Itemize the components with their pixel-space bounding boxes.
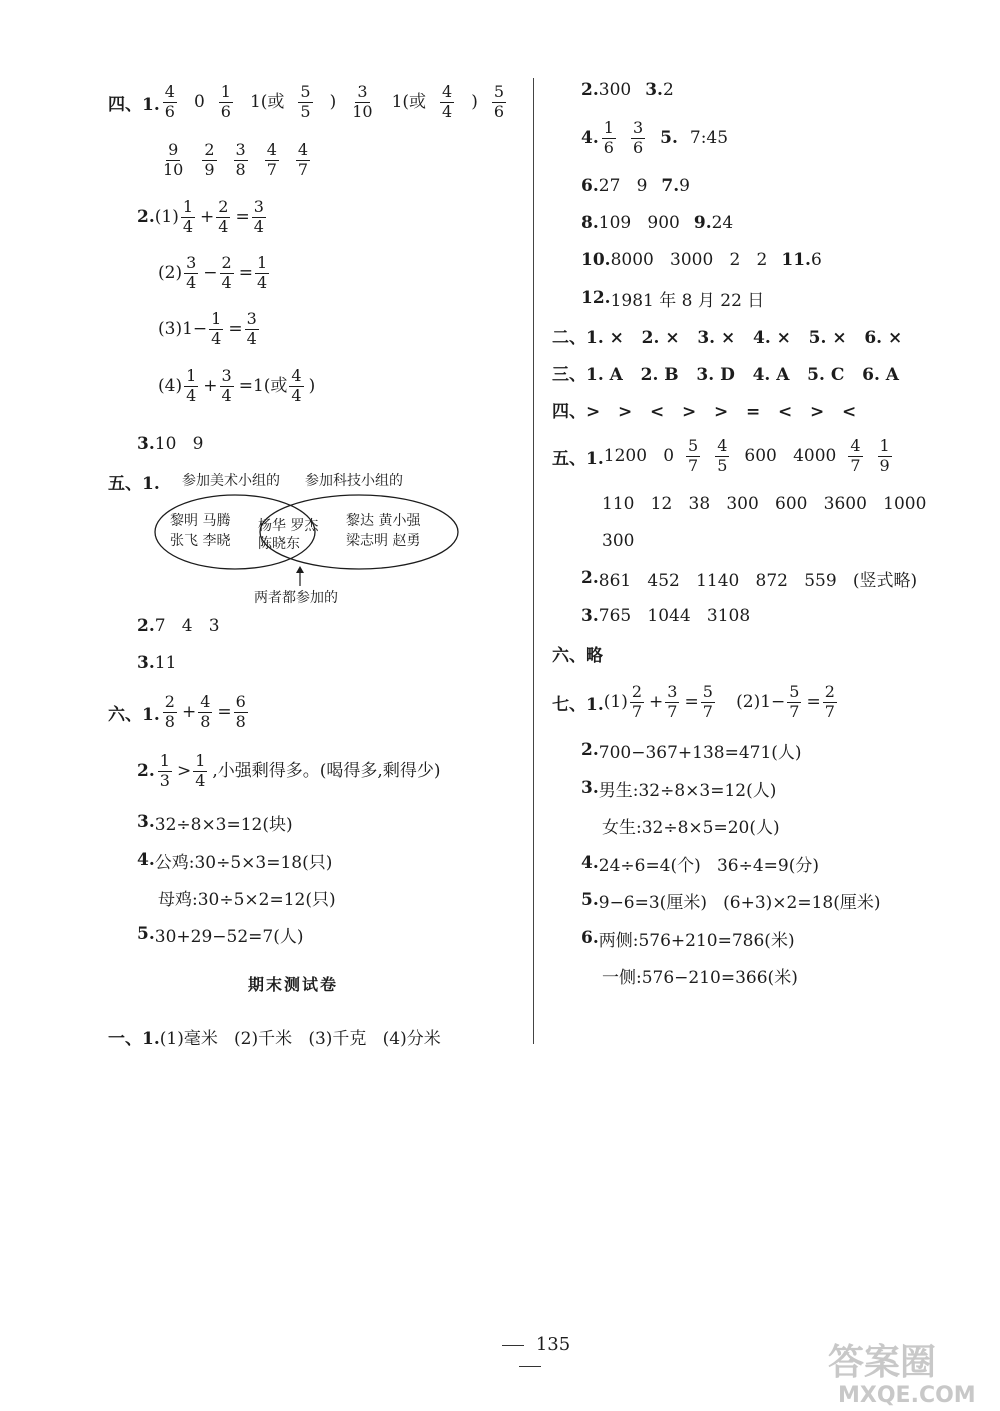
fraction: [163, 691, 177, 731]
numerator: 3: [221, 365, 232, 385]
answer-line: [158, 366, 315, 406]
numerator: 3: [632, 117, 644, 137]
numerator: 2: [221, 252, 232, 272]
expression-text: (1): [154, 206, 179, 227]
expression-text: (1): [603, 691, 628, 712]
item-number: 2.: [137, 207, 155, 227]
answer-line: [137, 914, 303, 954]
item-number: 七、1.: [552, 694, 604, 715]
item-number: 10.: [581, 250, 611, 270]
fraction: [631, 117, 645, 157]
numerator: 5: [702, 681, 713, 701]
venn-left-names: 张飞 李晓: [170, 533, 231, 549]
item-number: 2.: [137, 761, 155, 781]
answer-line: [552, 389, 856, 429]
item-number: 2.: [581, 80, 599, 100]
fraction-expression: [158, 308, 262, 348]
numerator: 5: [300, 81, 311, 101]
answer-text: 765 1044 3108: [598, 606, 751, 626]
answer-text: 1981 年 8 月 22 日: [610, 290, 765, 311]
fraction: [193, 750, 207, 790]
fraction: [158, 750, 172, 790]
denominator: 7: [824, 701, 835, 721]
expression-text: +: [200, 206, 215, 227]
numerator: 1: [220, 81, 231, 101]
fraction: [234, 691, 248, 731]
item-number: 4.: [581, 128, 599, 148]
answer-line: [137, 802, 293, 842]
expression-text: =: [238, 262, 253, 283]
numerator: 4: [850, 435, 861, 455]
expression-text: =: [684, 691, 699, 712]
fraction: [298, 81, 312, 121]
item-number: 5.: [581, 890, 599, 910]
answer-line: [137, 643, 176, 683]
numerator: 5: [493, 81, 505, 101]
answer-line: [158, 253, 272, 293]
venn-label-right: 参加科技小组的: [305, 473, 403, 489]
denominator: 4: [256, 272, 268, 292]
item-number: 11.: [781, 250, 811, 270]
numerator: 1: [879, 435, 890, 455]
answer-text: 32÷8×3=12(块): [154, 814, 293, 835]
item-number: 12.: [581, 288, 611, 308]
item-number: 3.: [645, 80, 663, 100]
answer-line: [581, 166, 690, 206]
numerator: 3: [357, 81, 368, 101]
expression-text: =1(或: [238, 375, 288, 396]
fraction: [198, 691, 212, 731]
item-number: 四、1.: [108, 94, 160, 115]
expression-text: (2)1−: [719, 691, 786, 712]
answer-line: [581, 558, 917, 598]
numerator: 4: [442, 81, 453, 101]
answer-text: 109 900: [598, 213, 680, 233]
answer-text: 9−6=3(厘米) (6+3)×2=18(厘米): [598, 892, 881, 913]
fraction: [823, 681, 837, 721]
answer-line: [581, 118, 728, 158]
answer-text: 6: [810, 250, 822, 270]
fraction: [665, 681, 679, 721]
expression-text: ,小强剩得多。(喝得多,剩得少): [212, 760, 441, 781]
fraction-expression: [603, 435, 895, 475]
item-number: 3.: [581, 606, 599, 626]
numerator: 5: [789, 681, 800, 701]
venn-label-left: 参加美术小组的: [182, 473, 280, 489]
numerator: 3: [667, 681, 678, 701]
answer-text: (1)毫米 (2)千米 (3)千克 (4)分米: [159, 1028, 441, 1049]
fraction: [265, 139, 279, 179]
item-number: 6.: [581, 176, 599, 196]
numerator: 1: [182, 196, 194, 216]
item-number: 6.: [581, 928, 599, 948]
denominator: 7: [266, 159, 277, 179]
answer-line: [158, 309, 262, 349]
denominator: 6: [164, 101, 175, 121]
answer-text: 10 9: [154, 434, 204, 454]
denominator: 4: [246, 328, 257, 348]
item-number: 2.: [581, 568, 599, 588]
numerator: 2: [631, 681, 643, 701]
item-number: 2.: [137, 616, 155, 636]
denominator: 4: [221, 272, 232, 292]
answer-line: [581, 596, 750, 636]
fraction: [255, 252, 269, 292]
fraction: [289, 365, 303, 405]
fraction: [686, 435, 700, 475]
answer-text: 男生:32÷8×3=12(人): [598, 780, 777, 801]
expression-text: ): [471, 91, 478, 112]
denominator: 9: [204, 159, 215, 179]
denominator: 5: [717, 455, 728, 475]
item-number: 2.: [581, 740, 599, 760]
expression-text: −: [203, 262, 218, 283]
item-number: 9.: [693, 213, 712, 233]
expression-text: 7:45: [689, 127, 729, 148]
fraction: [630, 681, 644, 721]
numerator: 9: [168, 139, 179, 159]
answer-line: [137, 751, 440, 791]
fraction: [163, 81, 177, 121]
numerator: 5: [688, 435, 699, 455]
denominator: 6: [220, 101, 231, 121]
expression-text: +: [181, 701, 197, 722]
answer-text: 30+29−52=7(人): [154, 926, 304, 947]
answer-text: 110 12 38 300 600 3600 1000: [602, 494, 927, 514]
denominator: 7: [850, 455, 861, 475]
answer-text: 7 4 3: [154, 616, 220, 636]
expression-text: 1(或: [391, 91, 427, 112]
item-number: 4.: [581, 853, 599, 873]
denominator: 7: [667, 701, 678, 721]
answer-text: 300: [598, 80, 632, 100]
fraction: [787, 681, 801, 721]
watermark-logo: [818, 1330, 996, 1408]
venn-middle-names: 杨华 罗杰: [258, 518, 319, 534]
expression-text: +: [203, 375, 218, 396]
item-number: 六、1.: [108, 704, 160, 725]
fraction: [245, 308, 259, 348]
denominator: 5: [300, 101, 311, 121]
arrow-icon: [296, 566, 304, 573]
numerator: 4: [200, 691, 211, 711]
denominator: 4: [253, 216, 264, 236]
denominator: 4: [442, 101, 453, 121]
item-number: 五、1.: [108, 473, 160, 494]
denominator: 10: [352, 101, 373, 121]
answer-line: [137, 606, 220, 646]
answer-text: 9: [679, 176, 690, 196]
numerator: 1: [603, 117, 614, 137]
item-number: 3.: [137, 812, 155, 832]
answer-text: 2: [662, 80, 674, 100]
answer-line: [158, 140, 313, 180]
numerator: 1: [195, 750, 206, 770]
numerator: 4: [291, 365, 302, 385]
numerator: 1: [256, 252, 268, 272]
fraction: [715, 435, 729, 475]
denominator: 6: [603, 137, 614, 157]
fraction: [234, 139, 248, 179]
section-title: 期末测试卷: [248, 975, 339, 994]
fraction: [350, 81, 374, 121]
venn-middle-names: 陈晓东: [258, 536, 300, 552]
answer-line: [581, 730, 802, 770]
page-number-value: 135: [535, 1334, 571, 1355]
answer-line: [581, 203, 733, 243]
fraction: [848, 435, 862, 475]
fraction: [181, 196, 195, 236]
answer-text: 两侧:576+210=786(米): [598, 930, 795, 951]
denominator: 7: [297, 159, 309, 179]
answer-text: 11: [154, 653, 177, 673]
denominator: 10: [163, 159, 184, 179]
answer-line: [602, 521, 634, 561]
numerator: 3: [246, 308, 257, 328]
venn-bottom-label: 两者都参加的: [254, 590, 338, 606]
answer-line: [552, 436, 895, 476]
denominator: 4: [218, 216, 229, 236]
answer-line: [581, 768, 776, 808]
denominator: 6: [632, 137, 644, 157]
expression-text: >: [176, 760, 192, 781]
venn-right-names: 梁志明 赵勇: [346, 533, 421, 549]
answer-text: 300: [602, 531, 635, 551]
expression-text: +: [649, 691, 664, 712]
denominator: 7: [688, 455, 699, 475]
item-number: 4.: [137, 850, 155, 870]
denominator: 8: [235, 711, 246, 731]
fraction: [216, 196, 230, 236]
answer-text: 24: [711, 213, 734, 233]
answer-text: 母鸡:30÷5×2=12(只): [158, 889, 336, 910]
numerator: 2: [204, 139, 215, 159]
item-number: 7.: [661, 176, 680, 196]
denominator: 8: [200, 711, 211, 731]
answer-text: 二、1. × 2. × 3. × 4. × 5. × 6. ×: [552, 327, 903, 348]
item-number: 五、1.: [552, 448, 604, 469]
numerator: 1: [159, 750, 170, 770]
denominator: 6: [493, 101, 505, 121]
denominator: 4: [195, 770, 206, 790]
denominator: 4: [186, 385, 197, 405]
fraction: [602, 117, 616, 157]
answer-line: [602, 955, 798, 995]
answer-text: 一侧:576−210=366(米): [602, 967, 798, 988]
fraction: [220, 252, 234, 292]
denominator: 7: [789, 701, 800, 721]
fraction-expression: [158, 139, 313, 179]
fraction: [209, 308, 223, 348]
item-number: 3.: [581, 778, 599, 798]
expression-text: (3)1−: [158, 318, 208, 339]
answer-line: [581, 843, 819, 883]
answer-line: [108, 692, 251, 732]
item-number: 8.: [581, 213, 599, 233]
fraction: [440, 81, 454, 121]
answer-text: 三、1. A 2. B 3. D 4. A 5. C 6. A: [552, 364, 899, 385]
expression-text: =: [235, 206, 250, 227]
denominator: 4: [291, 385, 302, 405]
answer-line: [158, 877, 336, 917]
denominator: 9: [879, 455, 890, 475]
expression-text: 1(或: [249, 91, 285, 112]
watermark-title: 答案圈: [828, 1342, 937, 1383]
denominator: 7: [631, 701, 643, 721]
venn-left-names: 黎明 马腾: [170, 513, 231, 529]
expression-text: ): [308, 375, 316, 396]
answer-line: [581, 240, 822, 280]
answer-line: [581, 70, 674, 110]
denominator: 4: [182, 216, 194, 236]
numerator: 2: [824, 681, 835, 701]
item-number: 3.: [137, 434, 155, 454]
denominator: 4: [211, 328, 222, 348]
expression-text: 1200 0: [603, 445, 675, 466]
answer-line: [137, 840, 332, 880]
item-number: 3.: [137, 653, 155, 673]
numerator: 4: [266, 139, 277, 159]
answer-line: [108, 1016, 441, 1056]
numerator: 4: [164, 81, 175, 101]
expression-text: ): [329, 91, 337, 112]
answer-text: 27 9: [598, 176, 648, 196]
numerator: 2: [218, 196, 229, 216]
answer-line: [552, 633, 603, 673]
fraction-expression: [155, 750, 441, 790]
answer-text: 24÷6=4(个) 36÷4=9(分): [598, 855, 819, 876]
expression-text: =: [228, 318, 243, 339]
fraction: [202, 139, 216, 179]
expression-text: (2): [158, 262, 183, 283]
numerator: 3: [235, 139, 246, 159]
expression-text: 5.: [660, 127, 678, 148]
fraction-expression: [158, 365, 316, 405]
dash-right: [519, 1366, 541, 1367]
fraction: [184, 365, 198, 405]
denominator: 4: [221, 385, 232, 405]
denominator: 4: [186, 272, 197, 292]
fraction: [296, 139, 310, 179]
fraction: [220, 365, 234, 405]
page-number: [470, 1334, 590, 1376]
fraction-expression: [599, 117, 729, 157]
denominator: 7: [702, 701, 713, 721]
watermark-url: MXQE.COM: [838, 1383, 976, 1408]
denominator: 8: [164, 711, 175, 731]
numerator: 3: [186, 252, 197, 272]
numerator: 4: [717, 435, 728, 455]
fraction: [184, 252, 198, 292]
numerator: 6: [235, 691, 246, 711]
answer-line: [552, 682, 840, 722]
numerator: 1: [186, 365, 197, 385]
answer-text: 四、> > < > > = < > <: [552, 401, 857, 422]
item-number: 一、1.: [108, 1028, 160, 1049]
answer-text: 公鸡:30÷5×3=18(只): [154, 852, 333, 873]
dash-left: [502, 1345, 524, 1346]
answer-line: [137, 197, 269, 237]
expression-text: (4): [158, 375, 183, 396]
fraction: [219, 81, 233, 121]
fraction: [492, 81, 506, 121]
numerator: 1: [211, 308, 222, 328]
numerator: 2: [164, 691, 175, 711]
answer-text: 861 452 1140 872 559 (竖式略): [598, 570, 918, 591]
fraction-expression: [603, 681, 840, 721]
fraction-expression: [154, 196, 269, 236]
answer-text: 8000 3000 2 2: [610, 250, 768, 270]
item-number: 5.: [137, 924, 155, 944]
fraction: [252, 196, 266, 236]
answer-line: [552, 315, 902, 355]
fraction-expression: [158, 252, 272, 292]
answer-line: [108, 82, 509, 122]
answer-text: 女生:32÷8×5=20(人): [602, 817, 780, 838]
fraction-expression: [160, 81, 509, 121]
expression-text: 600 4000: [744, 445, 837, 466]
answer-line: [581, 918, 795, 958]
denominator: 3: [159, 770, 170, 790]
expression-text: =: [217, 701, 232, 722]
answer-text: 700−367+138=471(人): [598, 742, 802, 763]
venn-right-names: 黎达 黄小强: [346, 513, 421, 529]
answer-line: [137, 424, 203, 464]
answer-line: [602, 805, 780, 845]
fraction: [701, 681, 715, 721]
answer-line: [552, 352, 899, 392]
answer-line: [581, 278, 764, 318]
fraction: [878, 435, 892, 475]
denominator: 8: [235, 159, 246, 179]
column-divider: [533, 78, 534, 1044]
fraction-expression: [160, 691, 251, 731]
numerator: 3: [253, 196, 264, 216]
answer-text: 六、略: [552, 645, 603, 666]
numerator: 4: [297, 139, 309, 159]
answer-line: [602, 484, 926, 524]
fraction: [161, 139, 185, 179]
expression-text: 0: [193, 91, 205, 112]
expression-text: =: [806, 691, 821, 712]
answer-line: [581, 880, 881, 920]
venn-diagram: [150, 468, 480, 608]
